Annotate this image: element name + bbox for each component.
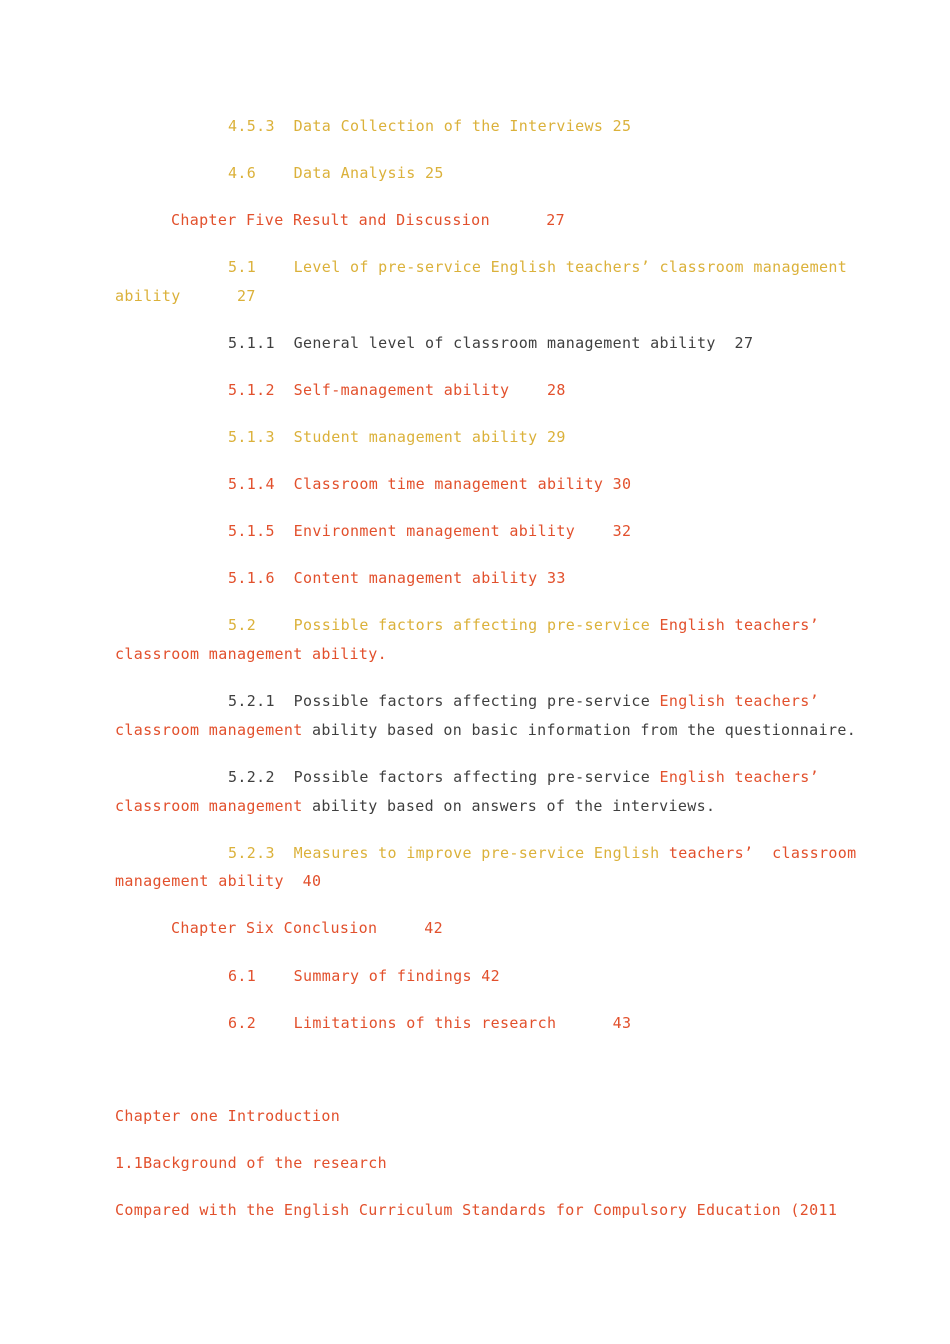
text-segment: English teachers’ [659, 768, 819, 786]
text-segment: Chapter Five Result and Discussion 27 [171, 211, 565, 229]
text-segment: 5.2 Possible factors affecting pre-service [228, 616, 660, 634]
text-segment: English teachers’ [659, 692, 819, 710]
text-line [228, 611, 819, 640]
text-line [115, 1149, 387, 1178]
text-segment: 6.1 Summary of findings 42 [228, 967, 501, 985]
text-segment: 5.1.2 Self-management ability 28 [228, 381, 566, 399]
text-segment: ability based on answers of the interviews. [302, 797, 716, 815]
text-segment: 5.1.5 Environment management ability 32 [228, 522, 632, 540]
text-line [228, 517, 631, 546]
text-line [228, 112, 631, 141]
text-segment: classroom management [115, 721, 303, 739]
text-segment: 5.2.1 Possible factors affecting pre-service [228, 692, 660, 710]
text-segment: 5.1.4 Classroom time management ability 30 [228, 475, 632, 493]
text-line [228, 564, 566, 593]
text-segment: ability based on basic information from the questionnaire. [302, 721, 857, 739]
text-line [228, 376, 566, 405]
text-line [115, 282, 256, 311]
text-segment: 4.5.3 Data Collection of the Interviews 25 [228, 117, 632, 135]
text-segment: 5.2.2 Possible factors affecting pre-service [228, 768, 660, 786]
text-segment: classroom management ability. [115, 645, 388, 663]
text-segment: 5.2.3 Measures to improve pre-service English [228, 844, 669, 862]
text-line [228, 470, 631, 499]
text-segment: management ability 40 [115, 872, 322, 890]
text-segment: 5.1.3 Student management ability 29 [228, 428, 566, 446]
text-line [115, 792, 715, 821]
text-line [228, 159, 444, 188]
text-line [228, 962, 500, 991]
text-line [228, 687, 819, 716]
text-segment: classroom management [115, 797, 303, 815]
text-segment: 6.2 Limitations of this research 43 [228, 1014, 632, 1032]
text-segment: 5.1.1 General level of classroom management ability 27 [228, 334, 754, 352]
text-segment: Chapter Six Conclusion 42 [171, 919, 444, 937]
text-line [228, 763, 819, 792]
text-line [171, 914, 443, 943]
text-segment: English teachers’ [659, 616, 819, 634]
text-line [115, 1102, 340, 1131]
text-line [115, 867, 321, 896]
text-segment: Compared with the English Curriculum Standards for Compulsory Education (2011 [115, 1201, 838, 1219]
text-segment: ability 27 [115, 287, 256, 305]
text-line [228, 253, 847, 282]
text-line [115, 1196, 837, 1225]
text-segment: 1.1Background of the research [115, 1154, 388, 1172]
text-line [115, 716, 856, 745]
text-line [228, 329, 753, 358]
text-segment: 5.1.6 Content management ability 33 [228, 569, 566, 587]
text-line [228, 1009, 631, 1038]
text-line [115, 640, 387, 669]
text-segment: 4.6 Data Analysis 25 [228, 164, 444, 182]
text-line [171, 206, 565, 235]
text-segment: Chapter one Introduction [115, 1107, 341, 1125]
text-segment: teachers’ classroom [668, 844, 857, 862]
text-line [228, 423, 566, 452]
text-segment: 5.1 Level of pre-service English teachers’ classroom management [228, 258, 848, 276]
text-line [228, 839, 857, 868]
